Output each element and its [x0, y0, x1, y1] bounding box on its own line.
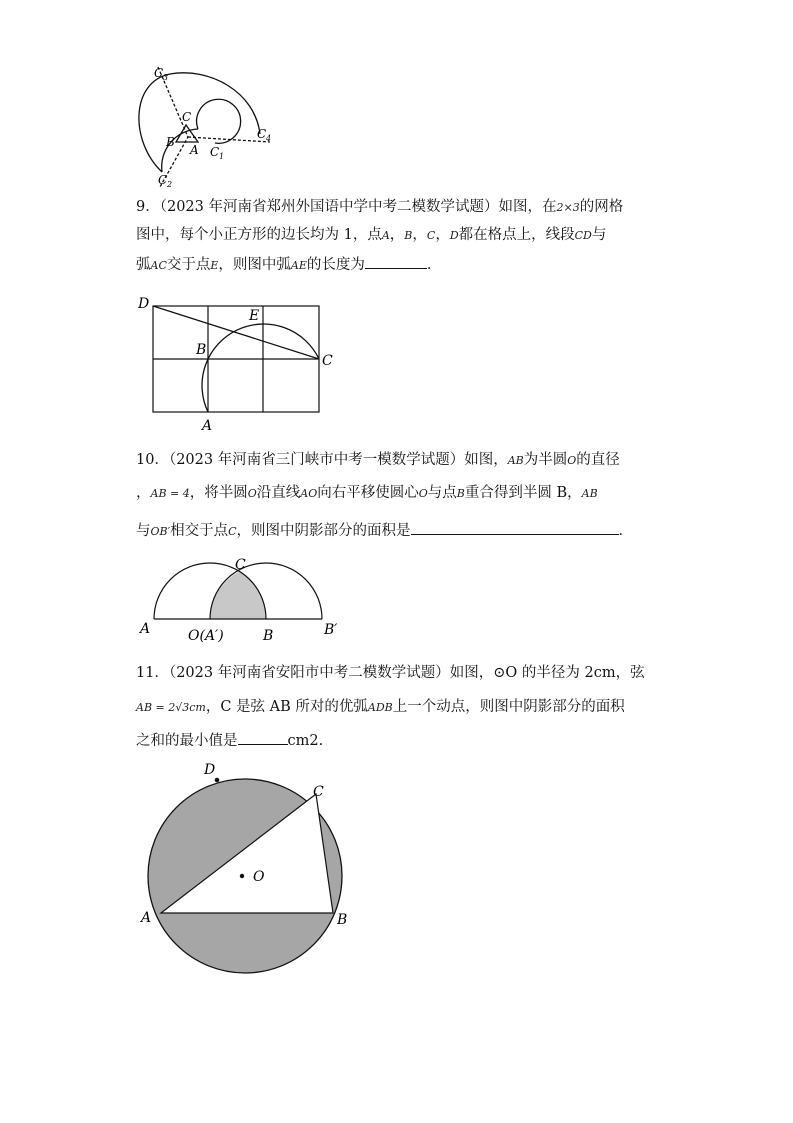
q10-equation: AB = 4 [150, 487, 190, 500]
q9-text: 的长度为 [306, 257, 365, 273]
q11-number: 11． [136, 665, 169, 681]
q10-point: C [228, 525, 237, 538]
q9-text: 如图，在 [498, 199, 557, 215]
q10-label-bp: B′ [324, 622, 338, 638]
q9-point: E [210, 259, 219, 272]
q10-text: ， [136, 485, 151, 501]
q11-label-o: O [253, 869, 265, 885]
q10-segment: AB [507, 454, 524, 467]
q9-line1 [136, 196, 623, 219]
q10-arc: AB [581, 487, 598, 500]
q11-source: （2023 年河南省安阳市中考二模数学试题） [168, 665, 450, 681]
label-c3: C [154, 66, 164, 80]
q10-line: AO [300, 487, 318, 500]
q11-text: 上一个动点，则图中阴影部分的面积 [392, 699, 625, 715]
q9-label-a: A [202, 418, 213, 434]
q9-point: D [449, 229, 459, 242]
q11-arc: ADB [367, 701, 393, 714]
q10-arc: OB′ [150, 525, 171, 538]
q10-label-a: A [140, 621, 151, 637]
q10-text: 相交于点 [170, 523, 229, 539]
label-a: A [190, 143, 199, 157]
label-c2-sub: 2 [167, 180, 173, 189]
q9-point: A [381, 229, 390, 242]
q9-figure [132, 292, 347, 437]
q11-label-b: B [337, 912, 348, 928]
spiral-figure [130, 62, 290, 192]
q11-line1 [136, 662, 645, 684]
q10-point: O [247, 487, 257, 500]
q10-label-oa: O(A′) [188, 628, 224, 644]
q9-label-d: D [138, 296, 150, 312]
label-c: C [182, 110, 192, 124]
q10-point: O [418, 487, 428, 500]
q10-text: 沿直线 [256, 485, 301, 501]
q9-line2: 图中，每个小正方形的边长均为 1，点A，B，C，D都在格点上，线段CD与 [136, 227, 607, 243]
q11-label-c: C [313, 784, 324, 800]
q10-line2 [136, 482, 598, 505]
q9-text: 交于点 [166, 257, 211, 273]
q10-number: 10． [136, 452, 169, 468]
q11-answer-blank [238, 730, 288, 745]
label-c4-sub: 4 [266, 134, 272, 143]
label-c4: C [257, 127, 267, 141]
q10-text: 如图， [464, 452, 508, 468]
q9-text: ． [426, 257, 442, 273]
q11-text: ，C 是弦 AB 所对的优弧 [205, 699, 368, 715]
label-c3-sub: 3 [163, 73, 169, 82]
q11-text: cm2. [287, 733, 324, 749]
q10-text: 向右平移使圆心 [317, 485, 419, 501]
q10-text: 重合得到半圆 B， [464, 485, 582, 501]
q10-source: （2023 年河南省三门峡市中考一模数学试题） [168, 452, 465, 468]
q9-answer-blank [365, 254, 427, 269]
q10-text: 的直径 [576, 452, 620, 468]
q9-label-c: C [322, 353, 333, 369]
q11-equation: AB = 2√3cm [136, 701, 206, 714]
label-c1: C [210, 145, 220, 159]
q9-text: 与 [591, 227, 607, 243]
q9-arc: AE [290, 259, 307, 272]
q9-source: （2023 年河南省郑州外国语中学中考二模数学试题） [159, 199, 499, 215]
q11-label-d: D [204, 762, 216, 778]
q10-figure [132, 552, 352, 644]
q11-line2 [136, 696, 625, 719]
q9-label-e: E [249, 308, 260, 324]
q10-line3 [136, 520, 633, 543]
label-c1-sub: 1 [219, 152, 225, 161]
q11-line3 [136, 730, 323, 752]
q10-text: ． [618, 523, 634, 539]
q9-arc: AC [150, 259, 167, 272]
q10-text: 与 [136, 523, 151, 539]
q10-text: ，则图中阴影部分的面积是 [236, 523, 411, 539]
q9-text: 图中，每个小正方形的边长均为 1，点 [136, 227, 382, 243]
q9-line3 [136, 254, 441, 277]
q9-point: B [404, 229, 413, 242]
q10-text: ，将半圆 [189, 485, 248, 501]
q11-text: 之和的最小值是 [136, 733, 238, 749]
q10-answer-blank [411, 520, 619, 535]
q9-text: 的网格 [579, 199, 624, 215]
label-c2: C [158, 173, 168, 187]
q9-text: ，则图中弧 [218, 257, 291, 273]
q9-number: 9． [136, 199, 160, 215]
q9-label-b: B [196, 342, 207, 358]
q11-text: 如图，⊙O 的半径为 2cm，弦 [449, 665, 645, 681]
q10-point: B [456, 487, 465, 500]
label-b: B [166, 135, 175, 149]
q10-line1 [136, 449, 620, 472]
q9-text: 都在格点上，线段 [458, 227, 575, 243]
q10-label-c: C [235, 557, 246, 573]
q11-figure [136, 758, 358, 978]
q10-point: O [567, 454, 577, 467]
q10-text: 与点 [427, 485, 457, 501]
q10-text: 为半圆 [523, 452, 568, 468]
q10-label-b: B [263, 628, 274, 644]
q9-segment: CD [574, 229, 592, 242]
q11-label-a: A [141, 910, 152, 926]
q9-point: C [426, 229, 436, 242]
q9-grid-size: 2×3 [556, 201, 580, 214]
q9-text: 弧 [136, 257, 151, 273]
